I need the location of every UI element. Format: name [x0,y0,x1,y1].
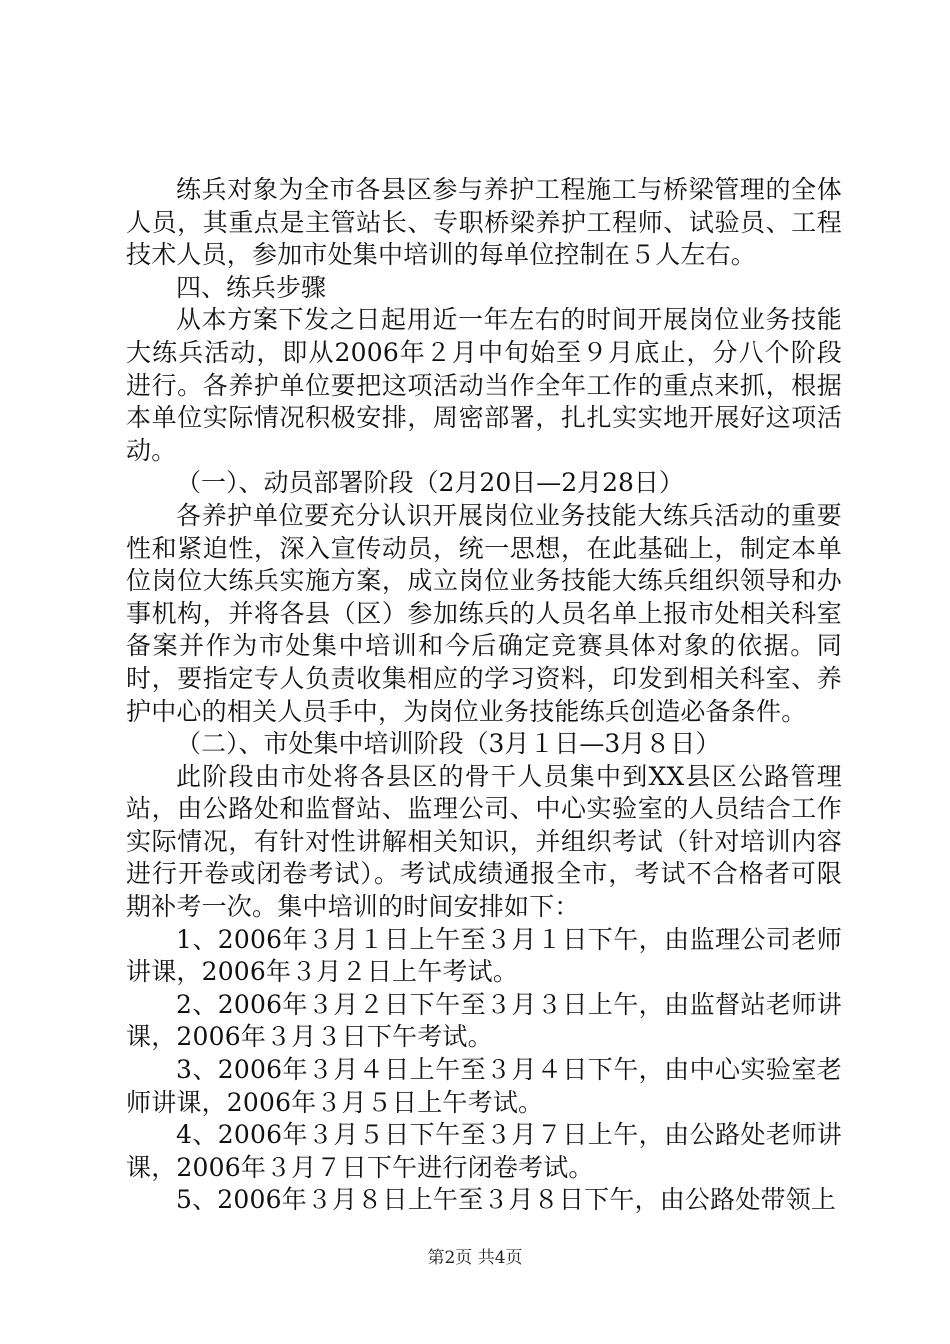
paragraph-participants: 练兵对象为全市各县区参与养护工程施工与桥梁管理的全体人员，其重点是主管站长、专职桥梁养护工程师、试验员、工程技术人员，参加市处集中培训的每单位控制在５人左右。 [126,175,842,270]
subheading-mobilization: （一）、动员部署阶段（2月20日—2月28日） [176,468,684,498]
schedule-item-2: 2、2006年３月２日下午至３月３日上午，由监督站老师讲课，2006年３月３日下午考试。 [126,989,842,1052]
schedule-item-4: 4、2006年３月５日下午至３月７日上午，由公路处老师讲课，2006年３月７日下午进行闭卷考试。 [126,1120,842,1182]
paragraph-steps-intro: 从本方案下发之日起用近一年左右的时间开展岗位业务技能大练兵活动，即从2006年２月中旬始至９月底止，分八个阶段进行。各养护单位要把这项活动当作全年工作的重点来抓，根据本单位实际情况积极安排，周密部署，扎扎实实地开展好这项活动。 [126,305,842,465]
section-heading-steps: 四、练兵步骤 [176,272,327,302]
document-body [126,174,842,1217]
page-number-footer: 第2页 共4页 [427,1248,523,1268]
schedule-item-5: 5、2006年３月８日上午至３月８日下午，由公路处带领上 [176,1185,837,1215]
schedule-item-3: 3、2006年３月４日上午至３月４日下午，由中心实验室老师讲课，2006年３月５日上午考试。 [126,1055,842,1117]
schedule-item-1: 1、2006年３月１日上午至３月１日下午，由监理公司老师讲课，2006年３月２日上午考试。 [126,924,842,987]
paragraph-training: 此阶段由市处将各县区的骨干人员集中到XX县区公路管理站，由公路处和监督站、监理公司、中心实验室的人员结合工作实际情况，有针对性讲解相关知识，并组织考试（针对培训内容进行开卷或闭卷考试）。考试成绩通报全市，考试不合格者可限期补考一次。集中培训的时间安排如下： [126,761,842,922]
paragraph-mobilization: 各养护单位要充分认识开展岗位业务技能大练兵活动的重要性和紧迫性，深入宣传动员，统一思想，在此基础上，制定本单位岗位大练兵实施方案，成立岗位业务技能大练兵组织领导和办事机构，并将各县（区）参加练兵的人员名单上报市处相关科室备案并作为市处集中培训和今后确定竞赛具体对象的依据。同时，要指定专人负责收集相应的学习资料，印发到相关科室、养护中心的相关人员手中，为岗位业务技能练兵创造必备条件。 [126,500,842,726]
subheading-training: （二）、市处集中培训阶段（3月１日—3月８日） [176,729,721,759]
